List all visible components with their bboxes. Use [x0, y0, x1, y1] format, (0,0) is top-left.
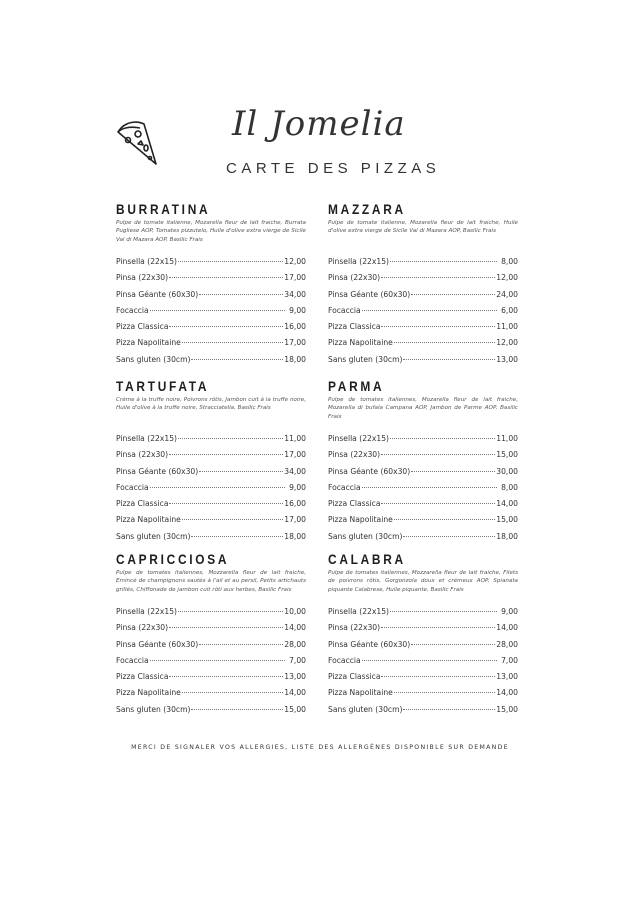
dot-leader: [390, 438, 495, 439]
price-row: [328, 705, 518, 721]
dot-leader: [381, 326, 495, 327]
price-row: [328, 607, 518, 623]
dot-leader: [169, 277, 283, 278]
item-name: Pinsella (22x15): [328, 257, 389, 266]
item-name: Sans gluten (30cm): [328, 704, 403, 714]
item-name: Pinsella (22x15): [328, 607, 389, 616]
item-name: Focaccia: [116, 305, 149, 315]
price-row: [116, 515, 306, 531]
item-price: 11,00: [496, 322, 518, 332]
item-price: 28,00: [496, 639, 518, 649]
item-name: Pizza Napolitaine: [116, 688, 181, 698]
price-row: [328, 290, 518, 306]
item-price: 13,00: [284, 672, 306, 682]
dot-leader: [182, 519, 283, 520]
item-price: 34,00: [284, 289, 306, 299]
price-row: [328, 656, 518, 672]
dot-leader: [182, 342, 283, 343]
item-price: 15,00: [496, 515, 518, 525]
price-row: [328, 338, 518, 354]
item-price: 14,00: [284, 688, 306, 698]
price-row: [328, 499, 518, 515]
dot-leader: [381, 676, 495, 677]
item-price: 17,00: [284, 450, 306, 460]
dot-leader: [169, 326, 283, 327]
dot-leader: [199, 644, 283, 645]
item-name: Pinsa Géante (60x30): [328, 466, 411, 476]
page-title: CARTE DES PIZZAS: [226, 160, 441, 177]
price-row: [328, 273, 518, 289]
dot-leader: [362, 487, 497, 488]
item-price: 14,00: [496, 688, 518, 698]
item-price: 8,00: [501, 257, 518, 266]
dot-leader: [394, 519, 495, 520]
item-price: 15,00: [496, 704, 518, 714]
item-name: Pinsella (22x15): [116, 257, 177, 266]
dot-leader: [394, 692, 495, 693]
item-name: Focaccia: [328, 655, 361, 665]
item-name: Pizza Classica: [328, 672, 381, 682]
menu-section-parma: [328, 378, 518, 548]
dot-leader: [394, 342, 495, 343]
price-row: [116, 355, 306, 371]
dot-leader: [390, 261, 497, 262]
item-price: 17,00: [284, 273, 306, 283]
dot-leader: [403, 709, 495, 710]
item-price: 9,00: [289, 305, 306, 315]
item-name: Sans gluten (30cm): [328, 354, 403, 364]
dot-leader: [411, 294, 495, 295]
item-price: 18,00: [284, 531, 306, 541]
item-name: Focaccia: [328, 482, 361, 492]
item-name: Pinsa (22x30): [116, 273, 169, 283]
section-description: Pulpe de tomate italienne, Mozarella fleur de lait fraiche, Burrata Pugliese AOP, Tomates pizzutelo, Huile d'olive extra vierge de Sicile Val di Mazara AOP, Basilic Frais: [116, 220, 306, 243]
item-price: 12,00: [496, 273, 518, 283]
dot-leader: [362, 310, 497, 311]
menu-section-tartufata: [116, 378, 306, 548]
item-price: 14,00: [284, 623, 306, 633]
item-name: Focaccia: [328, 305, 361, 315]
item-price: 11,00: [284, 434, 306, 443]
price-row: [116, 640, 306, 656]
section-description: Pulpe de tomates italiennes, Mozzarella fleur de lait fraiche, Filets de poivrons rôtis, Gorgonzola doux et crémeux AOP, Spianata piquante Calabrese, Huile piquante, Basilic Frais: [328, 570, 518, 593]
price-row: [116, 322, 306, 338]
item-name: Pizza Napolitaine: [328, 688, 393, 698]
item-name: Pinsella (22x15): [116, 607, 177, 616]
dot-leader: [150, 487, 285, 488]
dot-leader: [191, 536, 283, 537]
item-price: 15,00: [284, 704, 306, 714]
dot-leader: [169, 454, 283, 455]
menu-section-mazzara: [328, 201, 518, 371]
dot-leader: [178, 438, 283, 439]
section-description: Pulpe de tomates italiennes, Mozzarella fleur de lait fraiche, Emincé de champignons sautés à l'ail et au persil, Petits artichauts grillés, Chiffonade de jambon cuit rôti aux herbes, Basilic Frais: [116, 570, 306, 593]
price-list: [328, 257, 518, 371]
dot-leader: [381, 277, 495, 278]
menu-section-capricciosa: [116, 551, 306, 721]
item-price: 7,00: [501, 655, 518, 665]
item-price: 13,00: [496, 354, 518, 364]
dot-leader: [150, 660, 285, 661]
price-row: [116, 483, 306, 499]
dot-leader: [169, 676, 283, 677]
item-price: 16,00: [284, 322, 306, 332]
item-name: Pizza Classica: [116, 499, 169, 509]
item-price: 14,00: [496, 623, 518, 633]
price-row: [116, 705, 306, 721]
item-price: 10,00: [284, 607, 306, 616]
dot-leader: [169, 627, 283, 628]
menu-section-burratina: [116, 201, 306, 371]
dot-leader: [178, 611, 283, 612]
item-name: Pinsella (22x15): [116, 434, 177, 443]
price-row: [328, 434, 518, 450]
section-description: Pulpe de tomate italienne, Mozarella fleur de lait fraiche, Huile d'olive extra vierge de Sicile Val di Mazara AOP, Basilic Frais: [328, 220, 518, 235]
item-price: 24,00: [496, 289, 518, 299]
price-list: [116, 607, 306, 721]
item-price: 7,00: [289, 655, 306, 665]
item-price: 15,00: [496, 450, 518, 460]
item-price: 13,00: [496, 672, 518, 682]
dot-leader: [191, 709, 283, 710]
price-row: [116, 273, 306, 289]
item-price: 17,00: [284, 515, 306, 525]
price-row: [328, 450, 518, 466]
item-price: 14,00: [496, 499, 518, 509]
dot-leader: [191, 359, 283, 360]
dot-leader: [411, 644, 495, 645]
price-row: [116, 467, 306, 483]
price-row: [328, 322, 518, 338]
price-row: [116, 623, 306, 639]
dot-leader: [362, 660, 497, 661]
item-name: Sans gluten (30cm): [116, 354, 191, 364]
item-price: 17,00: [284, 338, 306, 348]
dot-leader: [403, 359, 495, 360]
price-list: [116, 434, 306, 548]
dot-leader: [199, 471, 283, 472]
pizza-slice-icon: [114, 118, 160, 168]
item-name: Pinsa (22x30): [328, 450, 381, 460]
dot-leader: [390, 611, 497, 612]
item-price: 16,00: [284, 499, 306, 509]
section-description: Pulpe de tomates italiennes, Mozarella fleur de lait fraiche, Mozarella di bufala Campana AOP, Jambon de Parme AOP, Basilic Frais: [328, 397, 518, 420]
item-name: Pinsa Géante (60x30): [116, 466, 199, 476]
item-name: Sans gluten (30cm): [116, 531, 191, 541]
price-row: [116, 290, 306, 306]
item-name: Pinsa Géante (60x30): [328, 639, 411, 649]
item-name: Focaccia: [116, 655, 149, 665]
item-price: 12,00: [284, 257, 306, 266]
price-row: [328, 623, 518, 639]
dot-leader: [381, 503, 495, 504]
section-title: CAPRICCIOSA: [116, 551, 230, 567]
item-name: Pinsa (22x30): [328, 273, 381, 283]
item-name: Pinsa Géante (60x30): [328, 289, 411, 299]
section-title: MAZZARA: [328, 201, 406, 217]
price-row: [328, 355, 518, 371]
price-row: [116, 450, 306, 466]
item-name: Pinsa (22x30): [328, 623, 381, 633]
price-row: [328, 672, 518, 688]
price-row: [116, 499, 306, 515]
item-price: 12,00: [496, 338, 518, 348]
item-name: Pizza Napolitaine: [116, 515, 181, 525]
dot-leader: [182, 692, 283, 693]
dot-leader: [150, 310, 285, 311]
item-name: Pizza Napolitaine: [116, 338, 181, 348]
item-name: Pinsa (22x30): [116, 450, 169, 460]
item-price: 9,00: [501, 607, 518, 616]
dot-leader: [403, 536, 495, 537]
item-name: Pinsa Géante (60x30): [116, 639, 199, 649]
price-list: [328, 607, 518, 721]
dot-leader: [178, 261, 283, 262]
item-price: 6,00: [501, 305, 518, 315]
item-name: Pinsella (22x15): [328, 434, 389, 443]
item-name: Pizza Napolitaine: [328, 515, 393, 525]
item-name: Pizza Classica: [116, 322, 169, 332]
price-row: [116, 338, 306, 354]
section-title: CALABRA: [328, 551, 406, 567]
price-row: [116, 688, 306, 704]
price-row: [116, 306, 306, 322]
price-row: [328, 688, 518, 704]
menu-section-calabra: [328, 551, 518, 721]
price-row: [328, 467, 518, 483]
item-name: Pizza Classica: [328, 499, 381, 509]
price-row: [116, 607, 306, 623]
price-row: [328, 483, 518, 499]
item-price: 9,00: [289, 482, 306, 492]
item-price: 30,00: [496, 466, 518, 476]
dot-leader: [169, 503, 283, 504]
item-name: Pizza Napolitaine: [328, 338, 393, 348]
item-price: 8,00: [501, 482, 518, 492]
item-price: 18,00: [284, 354, 306, 364]
item-price: 18,00: [496, 531, 518, 541]
section-title: PARMA: [328, 378, 385, 394]
allergy-note: MERCI DE SIGNALER VOS ALLERGIES, LISTE DES ALLERGÈNES DISPONIBLE SUR DEMANDE: [131, 744, 509, 751]
price-row: [116, 257, 306, 273]
item-name: Sans gluten (30cm): [116, 704, 191, 714]
item-price: 34,00: [284, 466, 306, 476]
price-row: [328, 532, 518, 548]
price-row: [116, 434, 306, 450]
price-row: [116, 656, 306, 672]
dot-leader: [199, 294, 283, 295]
item-price: 28,00: [284, 639, 306, 649]
price-row: [328, 640, 518, 656]
brand-logo: Il Jomelia: [232, 104, 406, 144]
item-price: 11,00: [496, 434, 518, 443]
section-title: TARTUFATA: [116, 378, 210, 394]
dot-leader: [411, 471, 495, 472]
price-row: [328, 306, 518, 322]
price-list: [116, 257, 306, 371]
dot-leader: [381, 454, 495, 455]
price-list: [328, 434, 518, 548]
section-title: BURRATINA: [116, 201, 211, 217]
section-description: Crème à la truffe noire, Poivrons rôtis, Jambon cuit à la truffe noire, Huile d'olive à la truffe noire, Stracciatella, Basilic Frais: [116, 397, 306, 412]
item-name: Sans gluten (30cm): [328, 531, 403, 541]
item-name: Focaccia: [116, 482, 149, 492]
price-row: [328, 257, 518, 273]
dot-leader: [381, 627, 495, 628]
item-name: Pizza Classica: [328, 322, 381, 332]
price-row: [328, 515, 518, 531]
item-name: Pizza Classica: [116, 672, 169, 682]
price-row: [116, 672, 306, 688]
price-row: [116, 532, 306, 548]
item-name: Pinsa (22x30): [116, 623, 169, 633]
item-name: Pinsa Géante (60x30): [116, 289, 199, 299]
